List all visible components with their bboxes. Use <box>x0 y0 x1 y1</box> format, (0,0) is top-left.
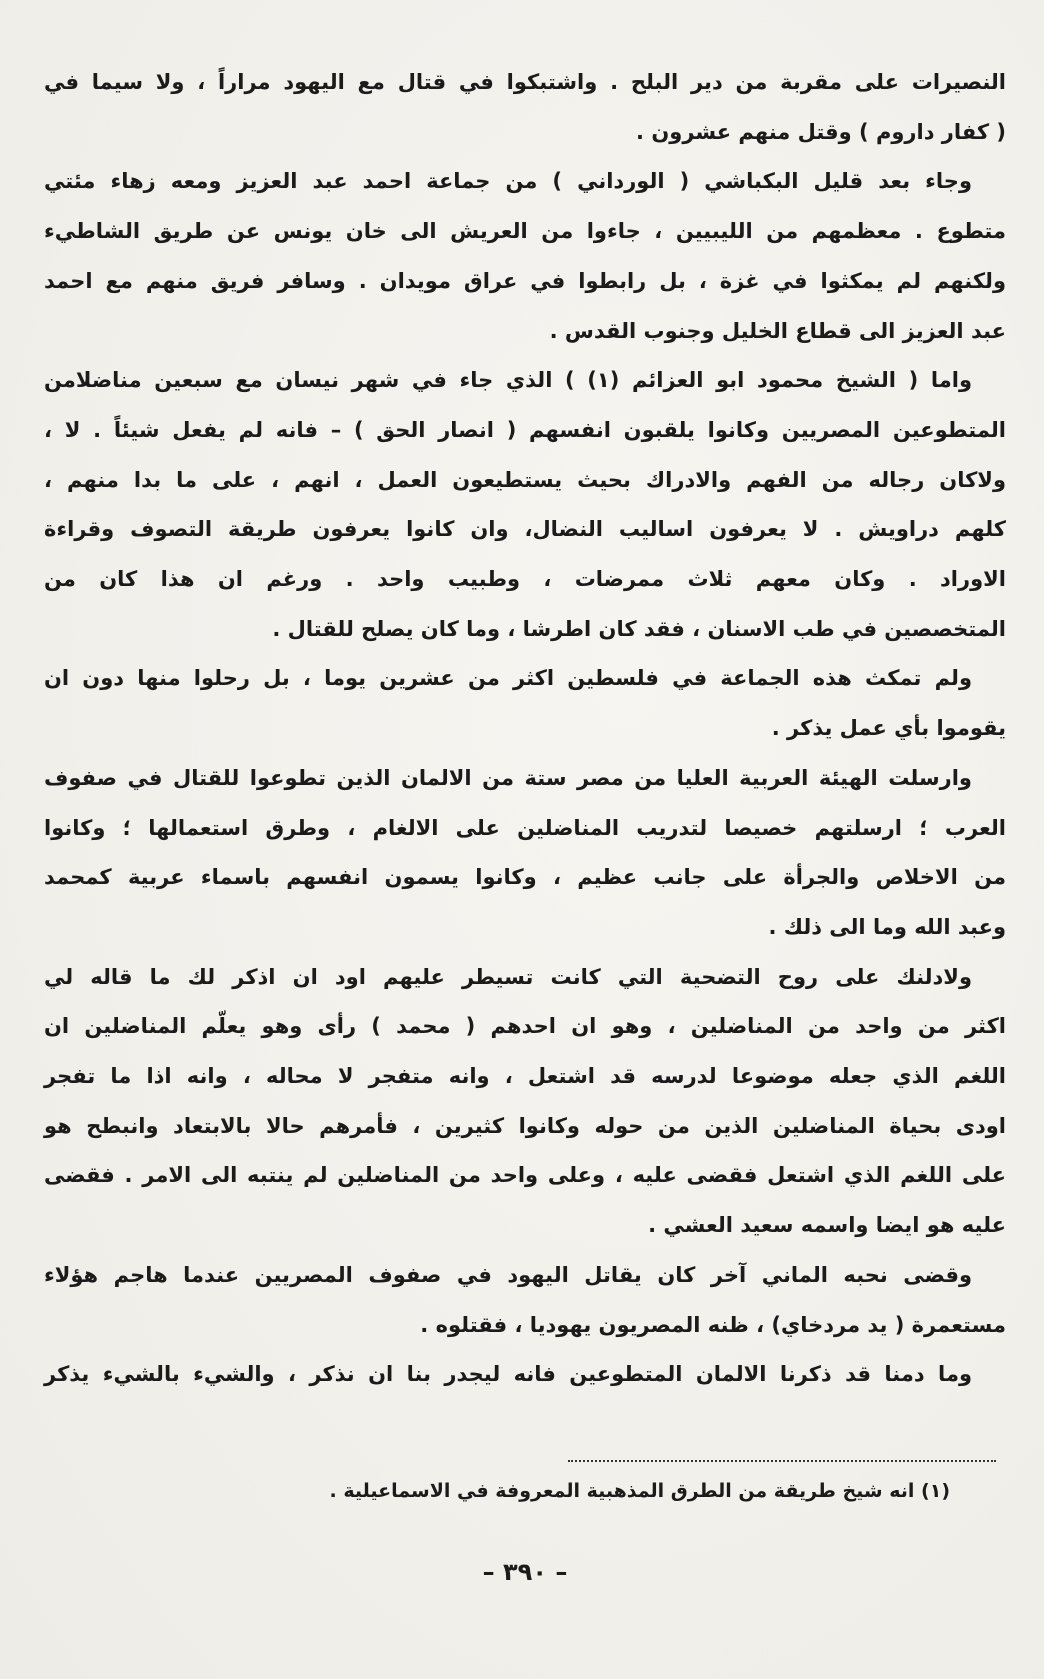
text-line: اودى بحياة المناضلين الذين من حوله وكانوا كثيرين ، فأمرهم حالا بالابتعاد وانبطح هو <box>44 1113 1006 1138</box>
text-line: على اللغم الذي اشتعل فقضى عليه ، وعلى واحد من المناضلين لم ينتبه الى الامر . فقضى <box>44 1163 1006 1188</box>
footnote-divider <box>568 1460 996 1462</box>
body-text <box>44 58 1006 1400</box>
text-line: ولادلنك على روح التضحية التي كانت تسيطر عليهم اود ان اذكر لك ما قاله لي <box>44 964 972 989</box>
footnote: (١) انه شيخ طريقة من الطرق المذهبية المعروفة في الاسماعيلية . <box>329 1479 950 1502</box>
text-line: وعبد الله وما الى ذلك . <box>768 914 1006 939</box>
text-line: واما ( الشيخ محمود ابو العزائم (١) ) الذي جاء في شهر نيسان مع سبعين مناضلامن <box>44 368 972 393</box>
text-line: اللغم الذي جعله موضوعا لدرسه قد اشتعل ، وانه متفجر لا محاله ، وانه اذا ما تفجر <box>44 1064 1006 1089</box>
text-line: مستعمرة ( يد مردخاي) ، ظنه المصريون يهوديا ، فقتلوه . <box>420 1312 1006 1337</box>
text-line: اكثر من واحد من المناضلين ، وهو ان احدهم ( محمد ) رأى وهو يعلّم المناضلين ان <box>44 1014 1006 1039</box>
text-line: ولم تمكث هذه الجماعة في فلسطين اكثر من عشرين يوما ، بل رحلوا منها دون ان <box>44 666 972 691</box>
text-line: من الاخلاص والجرأة على جانب عظيم ، وكانوا يسمون انفسهم باسماء عربية كمحمد <box>44 865 1006 890</box>
text-line: عليه هو ايضا واسمه سعيد العشي . <box>648 1213 1006 1238</box>
text-line: كلهم دراويش . لا يعرفون اساليب النضال، وان كانوا يعرفون طريقة التصوف وقراءة <box>44 517 1006 542</box>
text-line: وما دمنا قد ذكرنا الالمان المتطوعين فانه ليجدر بنا ان نذكر ، والشيء بالشيء يذكر <box>44 1362 972 1387</box>
text-line: ولكنهم لم يمكثوا في غزة ، بل رابطوا في عراق مويدان . وسافر فريق منهم مع احمد <box>44 268 1006 293</box>
text-line: النصيرات على مقربة من دير البلح . واشتبكوا في قتال مع اليهود مراراً ، ولا سيما في <box>44 70 1006 94</box>
text-line: وارسلت الهيئة العربية العليا من مصر ستة من الالمان الذين تطوعوا للقتال في صفوف <box>44 765 972 790</box>
page-number: – ٣٩٠ – <box>482 1557 568 1586</box>
text-line: ولاكان رجاله من الفهم والادراك بحيث يستطيعون العمل ، انهم ، على ما بدا منهم ، <box>44 467 1006 492</box>
text-line: وجاء بعد قليل البكباشي ( الورداني ) من جماعة احمد عبد العزيز ومعه زهاء مئتي <box>44 169 972 194</box>
text-line: الاوراد . وكان معهم ثلاث ممرضات ، وطبيب واحد . ورغم ان هذا كان من <box>44 567 1006 592</box>
text-line: المتخصصين في طب الاسنان ، فقد كان اطرشا ، وما كان يصلح للقتال . <box>272 616 1006 641</box>
text-line: العرب ؛ ارسلتهم خصيصا لتدريب المناضلين على الالغام ، وطرق استعمالها ؛ وكانوا <box>44 815 1006 840</box>
text-line: متطوع . معظمهم من الليبيين ، جاءوا من العريش الى خان يونس عن طريق الشاطيء <box>44 219 1006 244</box>
text-line: المتطوعين المصريين وكانوا يلقبون انفسهم ( انصار الحق ) – فانه لم يفعل شيئاً . لا ، <box>44 417 1006 442</box>
text-line: ( كفار داروم ) وقتل منهم عشرون . <box>636 119 1006 144</box>
text-line: يقوموا بأي عمل يذكر . <box>771 716 1006 741</box>
text-line: وقضى نحبه الماني آخر كان يقاتل اليهود في صفوف المصريين عندما هاجم هؤلاء <box>44 1262 972 1287</box>
text-line: عبد العزيز الى قطاع الخليل وجنوب القدس . <box>549 318 1006 343</box>
